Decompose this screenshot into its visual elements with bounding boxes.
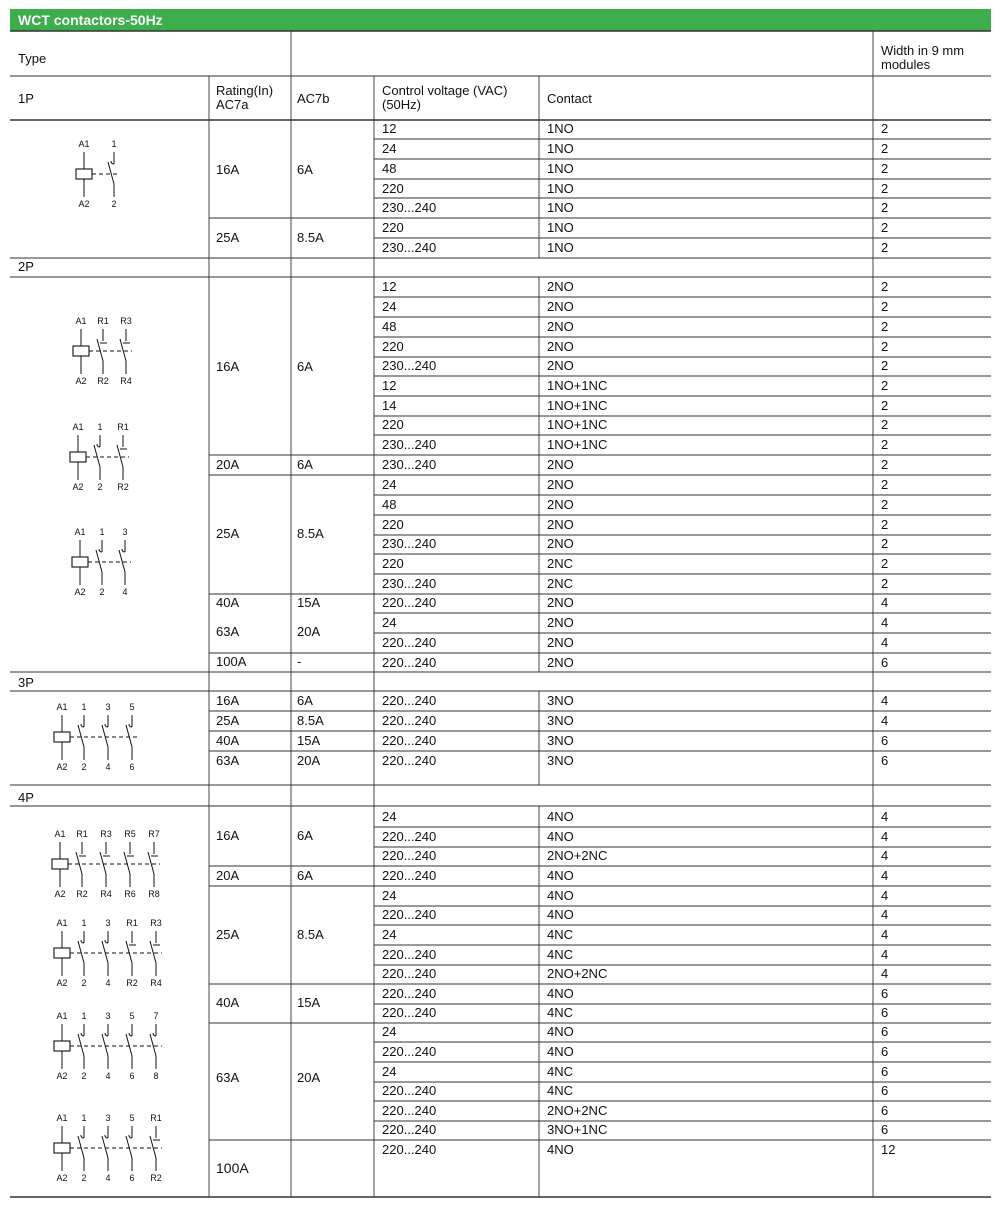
- contact-cell: 2NC: [547, 576, 574, 591]
- width-cell: 2: [881, 398, 889, 413]
- contact-cell: 2NO: [547, 358, 574, 373]
- rating-cell: 25A: [216, 713, 240, 728]
- contact-cell: 4NO: [547, 868, 574, 883]
- header-contact: Contact: [547, 91, 592, 106]
- rating-cell: 20A: [216, 457, 240, 472]
- pole-terminal-label: R1: [97, 316, 109, 326]
- width-cell: 6: [881, 1005, 889, 1020]
- rating-cell: 40A: [216, 595, 240, 610]
- pole-blade: [126, 1034, 132, 1056]
- coil-terminal-label: A1: [56, 702, 68, 712]
- pole-terminal-label: 1: [81, 1011, 87, 1021]
- pole-terminal-label: 1: [111, 139, 117, 149]
- contact-cell: 1NO: [547, 240, 574, 255]
- contact-cell: 3NO: [547, 733, 574, 748]
- ac7b-cell: 8.5A: [297, 230, 324, 245]
- contact-cell: 4NO: [547, 907, 574, 922]
- pole-blade: [126, 725, 132, 747]
- contact-cell: 3NO: [547, 693, 574, 708]
- contact-cell: 2NO: [547, 339, 574, 354]
- ac7b-cell: 6A: [297, 359, 313, 374]
- rating-cell: 40A: [216, 995, 240, 1010]
- width-cell: 2: [881, 457, 889, 472]
- width-cell: 2: [881, 121, 889, 136]
- rating-cell: 16A: [216, 359, 240, 374]
- pole-terminal-label: 2: [111, 199, 117, 209]
- width-cell: 6: [881, 1122, 889, 1137]
- coil-symbol: [72, 557, 88, 567]
- pole-terminal-label: R1: [117, 422, 129, 432]
- coil-symbol: [73, 346, 89, 356]
- pole-terminal-label: 2: [81, 1071, 87, 1081]
- voltage-cell: 14: [382, 398, 397, 413]
- voltage-cell: 220...240: [382, 848, 437, 863]
- coil-terminal-label: A2: [72, 482, 84, 492]
- pole-terminal-label: R7: [148, 829, 160, 839]
- pole-terminal-label: 3: [105, 1011, 111, 1021]
- width-cell: 2: [881, 339, 889, 354]
- header-width: Width in 9 mm modules: [881, 43, 965, 72]
- header-pole: 1P: [18, 91, 34, 106]
- contact-cell: 2NO: [547, 536, 574, 551]
- voltage-cell: 220...240: [382, 635, 437, 650]
- width-cell: 6: [881, 655, 889, 670]
- pole-blade: [78, 941, 84, 963]
- pole-terminal-label: 1: [81, 918, 87, 928]
- voltage-cell: 230...240: [382, 437, 437, 452]
- coil-symbol: [70, 452, 86, 462]
- voltage-cell: 220...240: [382, 655, 437, 670]
- width-cell: 2: [881, 161, 889, 176]
- pole-terminal-label: 1: [81, 1113, 87, 1123]
- contact-cell: 4NC: [547, 947, 574, 962]
- section-label: 2P: [18, 259, 34, 274]
- pole-blade: [150, 941, 156, 963]
- voltage-cell: 230...240: [382, 358, 437, 373]
- voltage-cell: 230...240: [382, 240, 437, 255]
- contact-cell: 4NC: [547, 1083, 574, 1098]
- voltage-cell: 24: [382, 809, 397, 824]
- rating-cell: 100A: [216, 1160, 249, 1176]
- contact-cell: 4NC: [547, 927, 574, 942]
- width-cell: 2: [881, 279, 889, 294]
- width-cell: 2: [881, 536, 889, 551]
- width-cell: 2: [881, 497, 889, 512]
- contact-cell: 1NO: [547, 220, 574, 235]
- ac7b-cell: -: [297, 654, 302, 669]
- pole-blade: [102, 725, 108, 747]
- contact-cell: 1NO+1NC: [547, 417, 608, 432]
- voltage-cell: 220...240: [382, 966, 437, 981]
- pole-terminal-label: 2: [81, 762, 87, 772]
- voltage-cell: 230...240: [382, 536, 437, 551]
- pole-terminal-label: 3: [122, 527, 128, 537]
- contact-cell: 3NO+1NC: [547, 1122, 608, 1137]
- pole-terminal-label: 1: [81, 702, 87, 712]
- voltage-cell: 220...240: [382, 693, 437, 708]
- pole-blade: [96, 550, 102, 572]
- voltage-cell: 220...240: [382, 1083, 437, 1098]
- pole-blade: [148, 852, 154, 874]
- coil-terminal-label: A1: [72, 422, 84, 432]
- pole-terminal-label: 1: [97, 422, 103, 432]
- pole-blade: [126, 1136, 132, 1158]
- width-cell: 4: [881, 907, 889, 922]
- width-cell: 6: [881, 986, 889, 1001]
- voltage-cell: 230...240: [382, 200, 437, 215]
- contact-cell: 2NO: [547, 477, 574, 492]
- width-cell: 4: [881, 888, 889, 903]
- contact-cell: 4NO: [547, 986, 574, 1001]
- rating-cell: 100A: [216, 654, 247, 669]
- contact-cell: 4NO: [547, 809, 574, 824]
- pole-terminal-label: 1: [99, 527, 105, 537]
- coil-symbol: [52, 859, 68, 869]
- pole-blade: [102, 941, 108, 963]
- coil-terminal-label: A2: [75, 376, 87, 386]
- contact-cell: 4NO: [547, 888, 574, 903]
- rating-cell: 63A: [216, 1070, 240, 1085]
- pole-terminal-label: R8: [148, 889, 160, 899]
- ac7b-cell: 15A: [297, 595, 321, 610]
- voltage-cell: 220...240: [382, 947, 437, 962]
- contact-cell: 4NO: [547, 1142, 574, 1157]
- voltage-cell: 24: [382, 299, 397, 314]
- pole-terminal-label: 6: [129, 1071, 135, 1081]
- rating-cell: 20A: [216, 868, 240, 883]
- contact-cell: 3NO: [547, 713, 574, 728]
- width-cell: 2: [881, 477, 889, 492]
- header-ac7b: AC7b: [297, 91, 330, 106]
- pole-terminal-label: R2: [97, 376, 109, 386]
- coil-terminal-label: A1: [56, 918, 68, 928]
- voltage-cell: 220: [382, 517, 404, 532]
- pole-terminal-label: R3: [150, 918, 162, 928]
- coil-terminal-label: A1: [56, 1011, 68, 1021]
- voltage-cell: 24: [382, 927, 397, 942]
- width-cell: 2: [881, 220, 889, 235]
- coil-terminal-label: A2: [78, 199, 90, 209]
- pole-terminal-label: 5: [129, 1113, 135, 1123]
- width-cell: 4: [881, 947, 889, 962]
- width-cell: 4: [881, 615, 889, 630]
- ac7b-cell: 15A: [297, 995, 321, 1010]
- width-cell: 2: [881, 517, 889, 532]
- coil-terminal-label: A2: [56, 978, 68, 988]
- contact-cell: 2NO: [547, 635, 574, 650]
- pole-terminal-label: 6: [129, 762, 135, 772]
- ac7b-cell: 15A: [297, 733, 321, 748]
- voltage-cell: 230...240: [382, 457, 437, 472]
- rating-cell: 16A: [216, 828, 240, 843]
- pole-terminal-label: 4: [105, 762, 111, 772]
- voltage-cell: 220...240: [382, 829, 437, 844]
- pole-terminal-label: R4: [120, 376, 132, 386]
- ac7b-cell: 6A: [297, 868, 313, 883]
- pole-terminal-label: 8: [153, 1071, 159, 1081]
- header-voltage: Control voltage (VAC)(50Hz): [382, 83, 508, 112]
- contact-cell: 1NO+1NC: [547, 378, 608, 393]
- coil-symbol: [54, 1143, 70, 1153]
- pole-terminal-label: 5: [129, 1011, 135, 1021]
- width-cell: 4: [881, 829, 889, 844]
- coil-terminal-label: A1: [78, 139, 90, 149]
- contact-cell: 2NO+2NC: [547, 848, 608, 863]
- contact-cell: 2NO: [547, 497, 574, 512]
- pole-blade: [150, 1034, 156, 1056]
- width-cell: 2: [881, 378, 889, 393]
- voltage-cell: 24: [382, 888, 397, 903]
- coil-terminal-label: A1: [54, 829, 66, 839]
- pole-blade: [97, 339, 103, 361]
- voltage-cell: 220...240: [382, 595, 437, 610]
- ac7b-cell: 20A: [297, 1070, 321, 1085]
- pole-blade: [102, 1136, 108, 1158]
- pole-blade: [120, 339, 126, 361]
- pole-blade: [102, 1034, 108, 1056]
- voltage-cell: 220: [382, 417, 404, 432]
- voltage-cell: 220...240: [382, 713, 437, 728]
- width-cell: 6: [881, 1024, 889, 1039]
- voltage-cell: 220: [382, 181, 404, 196]
- contact-cell: 2NO: [547, 517, 574, 532]
- width-cell: 2: [881, 240, 889, 255]
- voltage-cell: 48: [382, 497, 397, 512]
- voltage-cell: 230...240: [382, 576, 437, 591]
- coil-terminal-label: A2: [74, 587, 86, 597]
- contact-cell: 2NO: [547, 299, 574, 314]
- width-cell: 4: [881, 966, 889, 981]
- voltage-cell: 220...240: [382, 1044, 437, 1059]
- width-cell: 4: [881, 693, 889, 708]
- pole-terminal-label: 6: [129, 1173, 135, 1183]
- ac7b-cell: 8.5A: [297, 713, 324, 728]
- pole-terminal-label: 3: [105, 918, 111, 928]
- pole-terminal-label: R3: [100, 829, 112, 839]
- pole-terminal-label: 2: [97, 482, 103, 492]
- voltage-cell: 220...240: [382, 753, 437, 768]
- contact-cell: 4NO: [547, 1024, 574, 1039]
- pole-blade: [126, 941, 132, 963]
- contact-cell: 2NO: [547, 279, 574, 294]
- ac7b-cell: 20A: [297, 624, 321, 639]
- contact-cell: 3NO: [547, 753, 574, 768]
- width-cell: 6: [881, 1103, 889, 1118]
- pole-terminal-label: R1: [126, 918, 138, 928]
- contact-cell: 2NO: [547, 615, 574, 630]
- width-cell: 4: [881, 848, 889, 863]
- pole-blade: [150, 1136, 156, 1158]
- width-cell: 6: [881, 1083, 889, 1098]
- pole-terminal-label: 2: [81, 978, 87, 988]
- width-cell: 2: [881, 299, 889, 314]
- pole-terminal-label: R3: [120, 316, 132, 326]
- pole-terminal-label: 4: [122, 587, 128, 597]
- ac7b-cell: 6A: [297, 457, 313, 472]
- ac7b-cell: 8.5A: [297, 526, 324, 541]
- pole-blade: [78, 1034, 84, 1056]
- pole-terminal-label: R2: [150, 1173, 162, 1183]
- coil-terminal-label: A2: [56, 1071, 68, 1081]
- pole-terminal-label: R4: [100, 889, 112, 899]
- pole-blade: [78, 725, 84, 747]
- contact-cell: 2NO: [547, 457, 574, 472]
- voltage-cell: 220...240: [382, 907, 437, 922]
- width-cell: 4: [881, 595, 889, 610]
- voltage-cell: 220...240: [382, 1103, 437, 1118]
- contact-cell: 2NO: [547, 595, 574, 610]
- pole-terminal-label: 4: [105, 1071, 111, 1081]
- rating-cell: 25A: [216, 927, 240, 942]
- pole-terminal-label: 4: [105, 978, 111, 988]
- pole-blade: [119, 550, 125, 572]
- width-cell: 4: [881, 713, 889, 728]
- coil-terminal-label: A2: [56, 762, 68, 772]
- coil-symbol: [54, 732, 70, 742]
- section-label: 3P: [18, 675, 34, 690]
- coil-terminal-label: A2: [56, 1173, 68, 1183]
- rating-cell: 63A: [216, 624, 240, 639]
- rating-cell: 16A: [216, 162, 240, 177]
- width-cell: 4: [881, 927, 889, 942]
- voltage-cell: 24: [382, 477, 397, 492]
- voltage-cell: 24: [382, 1064, 397, 1079]
- width-cell: 4: [881, 635, 889, 650]
- voltage-cell: 48: [382, 161, 397, 176]
- pole-terminal-label: 2: [81, 1173, 87, 1183]
- coil-terminal-label: A1: [56, 1113, 68, 1123]
- rating-cell: 63A: [216, 753, 240, 768]
- voltage-cell: 12: [382, 378, 397, 393]
- width-cell: 2: [881, 556, 889, 571]
- width-cell: 6: [881, 1044, 889, 1059]
- ac7b-cell: 6A: [297, 828, 313, 843]
- coil-symbol: [54, 1041, 70, 1051]
- pole-terminal-label: R1: [150, 1113, 162, 1123]
- pole-terminal-label: R2: [76, 889, 88, 899]
- pole-terminal-label: R6: [124, 889, 136, 899]
- width-cell: 4: [881, 809, 889, 824]
- table-title: WCT contactors-50Hz: [18, 12, 163, 28]
- rating-cell: 16A: [216, 693, 240, 708]
- voltage-cell: 48: [382, 319, 397, 334]
- voltage-cell: 12: [382, 121, 397, 136]
- contact-cell: 1NO: [547, 161, 574, 176]
- voltage-cell: 12: [382, 279, 397, 294]
- coil-terminal-label: A2: [54, 889, 66, 899]
- coil-symbol: [54, 948, 70, 958]
- contact-cell: 2NO+2NC: [547, 1103, 608, 1118]
- width-cell: 2: [881, 181, 889, 196]
- width-cell: 6: [881, 733, 889, 748]
- width-cell: 2: [881, 437, 889, 452]
- voltage-cell: 220...240: [382, 1005, 437, 1020]
- ac7b-cell: 6A: [297, 693, 313, 708]
- voltage-cell: 220...240: [382, 1122, 437, 1137]
- contact-cell: 1NO+1NC: [547, 398, 608, 413]
- rating-cell: 25A: [216, 526, 240, 541]
- pole-blade: [94, 445, 100, 467]
- section-label: 4P: [18, 790, 34, 805]
- voltage-cell: 24: [382, 1024, 397, 1039]
- pole-blade: [78, 1136, 84, 1158]
- contact-cell: 2NO: [547, 319, 574, 334]
- voltage-cell: 220: [382, 339, 404, 354]
- width-cell: 2: [881, 141, 889, 156]
- width-cell: 2: [881, 417, 889, 432]
- ac7b-cell: 6A: [297, 162, 313, 177]
- pole-blade: [124, 852, 130, 874]
- wiring-diagrams: [0, 0, 300, 1207]
- voltage-cell: 220: [382, 556, 404, 571]
- pole-terminal-label: R2: [117, 482, 129, 492]
- pole-terminal-label: 2: [99, 587, 105, 597]
- voltage-cell: 220: [382, 220, 404, 235]
- width-cell: 6: [881, 1064, 889, 1079]
- pole-terminal-label: 3: [105, 1113, 111, 1123]
- contact-cell: 1NO: [547, 181, 574, 196]
- contact-cell: 4NC: [547, 1005, 574, 1020]
- pole-terminal-label: 5: [129, 702, 135, 712]
- contact-cell: 4NO: [547, 1044, 574, 1059]
- width-cell: 4: [881, 868, 889, 883]
- voltage-cell: 24: [382, 141, 397, 156]
- contact-cell: 2NO+2NC: [547, 966, 608, 981]
- ac7b-cell: 8.5A: [297, 927, 324, 942]
- contact-cell: 2NC: [547, 556, 574, 571]
- width-cell: 2: [881, 576, 889, 591]
- coil-terminal-label: A1: [75, 316, 87, 326]
- header-type: Type: [18, 51, 47, 66]
- width-cell: 2: [881, 200, 889, 215]
- width-cell: 6: [881, 753, 889, 768]
- width-cell: 2: [881, 319, 889, 334]
- voltage-cell: 220...240: [382, 1142, 437, 1157]
- pole-terminal-label: 7: [153, 1011, 159, 1021]
- contact-cell: 4NC: [547, 1064, 574, 1079]
- contact-cell: 1NO+1NC: [547, 437, 608, 452]
- coil-terminal-label: A1: [74, 527, 86, 537]
- pole-blade: [100, 852, 106, 874]
- pole-terminal-label: 3: [105, 702, 111, 712]
- contact-cell: 1NO: [547, 200, 574, 215]
- ac7b-cell: 20A: [297, 753, 321, 768]
- pole-terminal-label: R2: [126, 978, 138, 988]
- pole-terminal-label: R1: [76, 829, 88, 839]
- pole-terminal-label: R5: [124, 829, 136, 839]
- contact-cell: 4NO: [547, 829, 574, 844]
- contact-cell: 1NO: [547, 141, 574, 156]
- pole-blade: [108, 162, 114, 184]
- voltage-cell: 220...240: [382, 986, 437, 1001]
- pole-blade: [117, 445, 123, 467]
- voltage-cell: 24: [382, 615, 397, 630]
- voltage-cell: 220...240: [382, 868, 437, 883]
- contact-cell: 2NO: [547, 655, 574, 670]
- voltage-cell: 220...240: [382, 733, 437, 748]
- rating-cell: 25A: [216, 230, 240, 245]
- rating-cell: 40A: [216, 733, 240, 748]
- pole-blade: [76, 852, 82, 874]
- header-rating: Rating(In) AC7a: [216, 83, 274, 112]
- width-cell: 12: [881, 1142, 896, 1157]
- pole-terminal-label: R4: [150, 978, 162, 988]
- coil-symbol: [76, 169, 92, 179]
- contact-cell: 1NO: [547, 121, 574, 136]
- width-cell: 2: [881, 358, 889, 373]
- pole-terminal-label: 4: [105, 1173, 111, 1183]
